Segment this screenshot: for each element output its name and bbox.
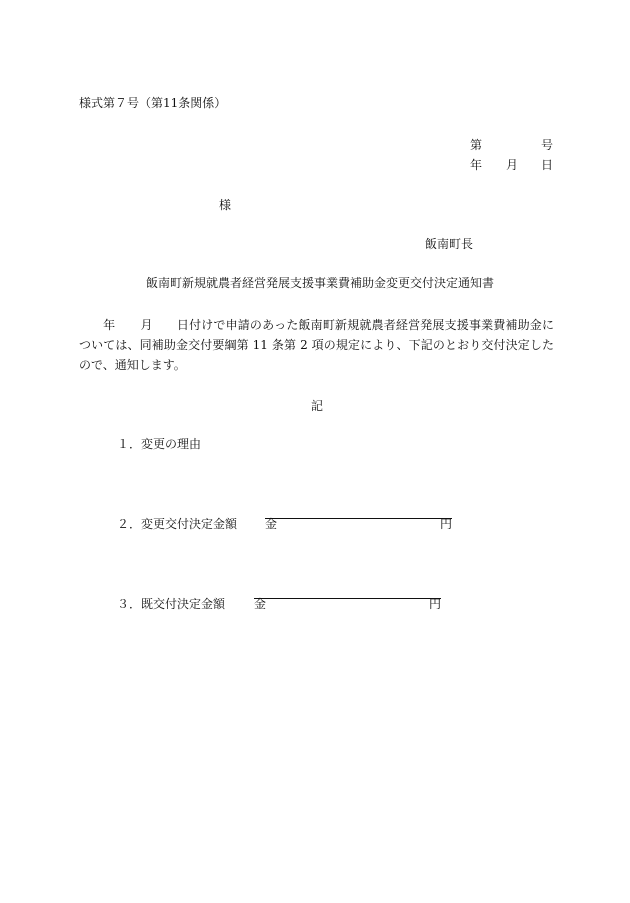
body-text: 日付けで申請のあった飯南町新規就農者経営発展支援事業費補助金については、同補助金交付要綱第 11 条第 2 項の規定により、下記のとおり交付決定したので、通知します。: [79, 318, 554, 372]
existing-amount-field: [254, 597, 441, 611]
body-month-label: 月: [140, 318, 153, 332]
amount-prefix: 金: [254, 597, 267, 611]
document-number-suffix: 号: [541, 138, 554, 152]
document-number-label: 第: [470, 138, 483, 152]
ki-heading: 記: [311, 399, 324, 413]
body-year-label: 年: [103, 318, 116, 332]
date-day-label: 日: [541, 158, 554, 172]
addressee-honorific: 様: [219, 198, 232, 212]
body-paragraph: [79, 315, 554, 375]
form-number: 様式第７号（第11条関係）: [79, 96, 227, 110]
date-month-label: 月: [506, 158, 519, 172]
document-title: 飯南町新規就農者経営発展支援事業費補助金変更交付決定通知書: [146, 276, 495, 290]
changed-amount-field: [265, 517, 452, 531]
issuer-name: 飯南町長: [425, 237, 474, 251]
item-existing-amount-label: ３．既交付決定金額: [117, 597, 226, 611]
date-year-label: 年: [470, 158, 483, 172]
item-changed-amount-label: ２．変更交付決定金額: [117, 517, 238, 531]
item-change-reason-label: １．変更の理由: [117, 437, 202, 451]
amount-unit: 円: [439, 517, 452, 531]
amount-prefix: 金: [265, 517, 278, 531]
amount-unit: 円: [428, 597, 441, 611]
